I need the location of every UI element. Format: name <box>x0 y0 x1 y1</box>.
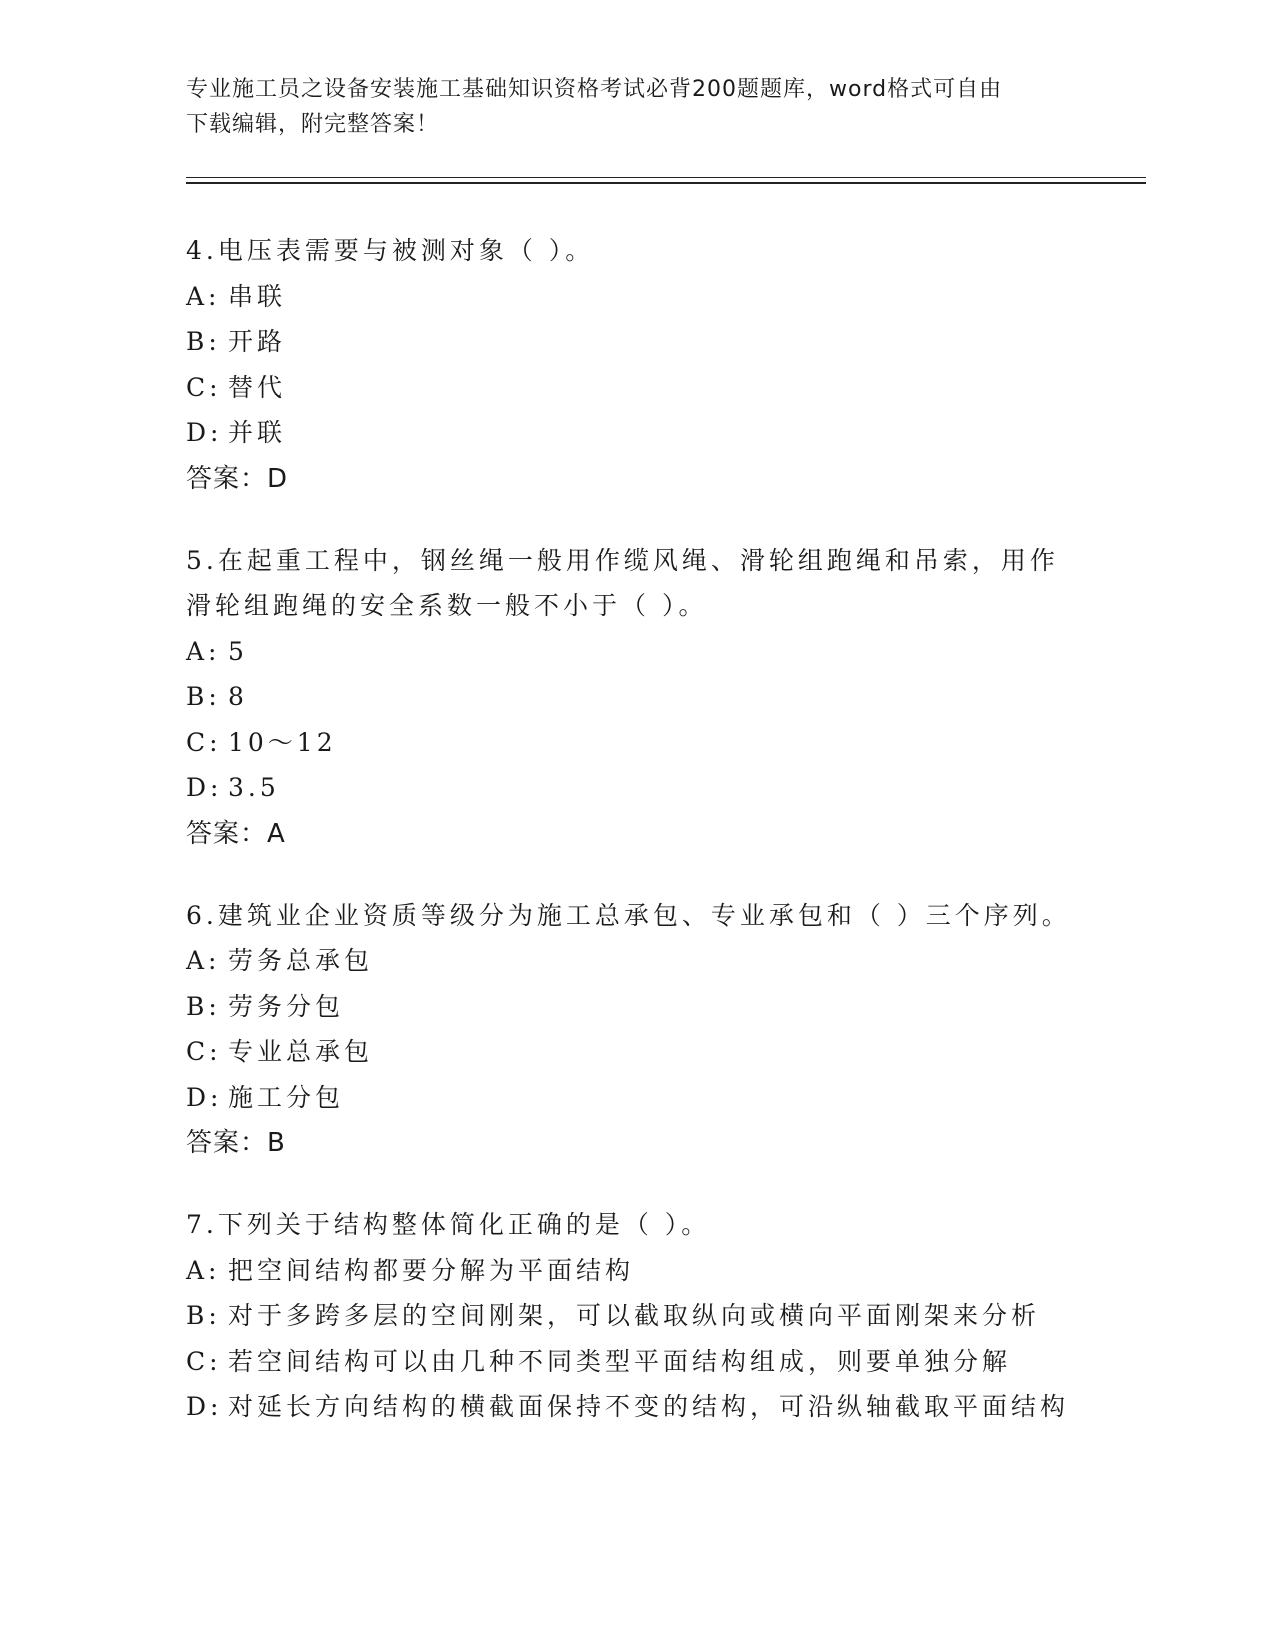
option-key: C: <box>186 1346 222 1376</box>
option-c <box>186 365 1146 411</box>
answer-label: 答案：B <box>186 1128 286 1158</box>
question-7 <box>186 1202 1146 1430</box>
option-b <box>186 319 1146 365</box>
question-stem: 7.下列关于结构整体简化正确的是（ ）。 <box>186 1210 711 1239</box>
option-key: C: <box>186 372 222 402</box>
option-key: D: <box>186 773 223 802</box>
option-key: A: <box>186 281 221 311</box>
option-text: 串联 <box>228 281 287 311</box>
option-text: 劳务分包 <box>228 991 345 1021</box>
option-key: B: <box>186 682 221 711</box>
option-key: B: <box>186 991 221 1021</box>
option-key: C: <box>186 727 222 757</box>
question-list <box>186 228 1146 1466</box>
option-c <box>186 1339 1146 1385</box>
option-text: 替代 <box>228 372 287 402</box>
option-text: 把空间结构都要分解为平面结构 <box>228 1255 635 1285</box>
option-key: D: <box>186 418 223 447</box>
question-4 <box>186 228 1146 502</box>
option-text: 并联 <box>228 418 287 447</box>
option-c <box>186 720 1146 766</box>
option-text: 开路 <box>228 327 287 356</box>
option-text: 专业总承包 <box>228 1037 374 1066</box>
option-d <box>186 410 1146 456</box>
option-c <box>186 1029 1146 1075</box>
option-text: 施工分包 <box>228 1082 345 1112</box>
question-stem: 4.电压表需要与被测对象（ ）。 <box>186 236 595 265</box>
header-divider-thick <box>186 182 1146 184</box>
option-d <box>186 765 1146 811</box>
question-stem: 6.建筑业企业资质等级分为施工总承包、专业承包和（ ）三个序列。 <box>186 900 1071 930</box>
option-text: 3.5 <box>228 773 280 802</box>
option-key: A: <box>186 946 221 975</box>
option-text: 8 <box>228 682 248 711</box>
option-b <box>186 984 1146 1030</box>
option-text: 劳务总承包 <box>228 946 374 975</box>
option-text: 5 <box>228 636 248 666</box>
question-stem-line-1: 5.在起重工程中，钢丝绳一般用作缆风绳、滑轮组跑绳和吊索，用作 <box>186 545 1059 575</box>
question-5 <box>186 538 1146 857</box>
option-text: 对于多跨多层的空间刚架，可以截取纵向或横向平面刚架来分析 <box>228 1301 1041 1330</box>
option-d <box>186 1075 1146 1121</box>
option-key: A: <box>186 636 221 666</box>
option-a <box>186 1248 1146 1294</box>
option-key: B: <box>186 1301 221 1330</box>
option-b <box>186 674 1146 720</box>
option-a <box>186 938 1146 984</box>
option-b <box>186 1293 1146 1339</box>
option-text: 若空间结构可以由几种不同类型平面结构组成，则要单独分解 <box>228 1346 1012 1376</box>
question-6 <box>186 893 1146 1167</box>
option-key: D: <box>186 1082 223 1112</box>
document-header <box>186 72 1086 142</box>
answer-label: 答案：A <box>186 818 286 849</box>
option-key: C: <box>186 1037 222 1066</box>
header-divider-thin <box>186 177 1146 178</box>
option-d <box>186 1384 1146 1430</box>
question-stem-line-2: 滑轮组跑绳的安全系数一般不小于（ ）。 <box>186 591 708 620</box>
option-key: B: <box>186 327 221 356</box>
option-a <box>186 629 1146 675</box>
option-text: 对延长方向结构的横截面保持不变的结构，可沿纵轴截取平面结构 <box>228 1392 1070 1421</box>
option-key: D: <box>186 1392 223 1421</box>
option-a <box>186 274 1146 320</box>
header-line-1: 专业施工员之设备安装施工基础知识资格考试必背200题题库，word格式可自由 <box>186 77 1003 102</box>
answer-label: 答案：D <box>186 463 289 494</box>
option-key: A: <box>186 1255 221 1285</box>
option-text: 10～12 <box>228 727 337 757</box>
header-line-2: 下载编辑，附完整答案！ <box>186 112 440 137</box>
